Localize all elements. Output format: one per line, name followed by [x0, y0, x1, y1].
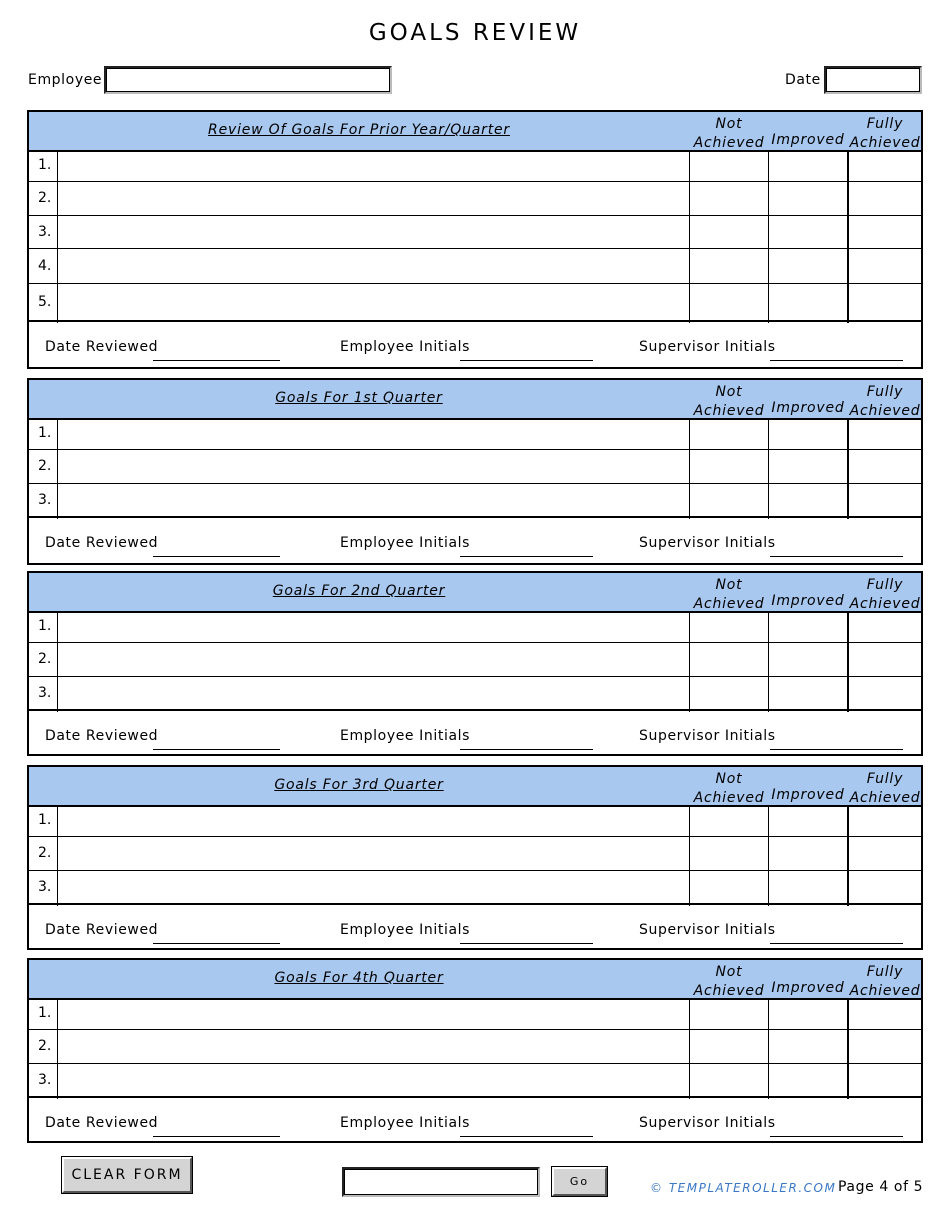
col-achieved-label: Achieved — [693, 135, 765, 151]
col-fully-achieved-label: Achieved — [849, 983, 921, 999]
improved-cell[interactable] — [768, 284, 847, 320]
fully-achieved-cell[interactable] — [847, 677, 923, 709]
goal-row — [29, 418, 921, 450]
date-label: Date — [785, 72, 821, 88]
section-title: Review Of Goals For Prior Year/Quarter — [208, 122, 510, 138]
col-fully-achieved — [847, 383, 923, 421]
column-divider — [689, 611, 690, 712]
fully-achieved-cell[interactable] — [847, 1064, 923, 1096]
goals-section — [27, 765, 923, 950]
col-fully-achieved-label: Achieved — [849, 790, 921, 806]
employee-initials-field[interactable] — [460, 556, 593, 557]
goal-text-field[interactable] — [57, 1064, 689, 1096]
column-divider — [57, 611, 58, 712]
fully-achieved-cell[interactable] — [847, 249, 923, 283]
date-reviewed-label: Date Reviewed — [45, 728, 159, 744]
not-achieved-cell[interactable] — [689, 216, 768, 248]
column-divider — [768, 418, 769, 519]
improved-cell[interactable] — [768, 450, 847, 483]
goals-section — [27, 571, 923, 756]
col-not-achieved — [689, 576, 769, 614]
goal-row — [29, 611, 921, 643]
goal-number: 3. — [38, 224, 52, 240]
goal-number: 2. — [38, 651, 52, 667]
goal-text-field[interactable] — [57, 611, 689, 642]
not-achieved-cell[interactable] — [689, 450, 768, 483]
not-achieved-cell[interactable] — [689, 611, 768, 642]
date-reviewed-field[interactable] — [153, 360, 280, 361]
employee-initials-label: Employee Initials — [340, 339, 471, 355]
section-title: Goals For 4th Quarter — [274, 970, 444, 986]
improved-cell[interactable] — [768, 484, 847, 516]
col-not-label: Not — [715, 116, 743, 132]
column-divider — [768, 150, 769, 323]
col-achieved-label: Achieved — [693, 790, 765, 806]
goal-row — [29, 643, 921, 677]
column-divider — [768, 998, 769, 1099]
employee-initials-label: Employee Initials — [340, 922, 471, 938]
col-improved: Improved — [771, 400, 845, 416]
goal-number: 1. — [38, 618, 52, 634]
column-divider — [847, 611, 849, 712]
col-achieved-label: Achieved — [693, 403, 765, 419]
goal-text-field[interactable] — [57, 216, 689, 248]
supervisor-initials-field[interactable] — [770, 556, 903, 557]
goal-text-field[interactable] — [57, 643, 689, 676]
employee-initials-field[interactable] — [460, 749, 593, 750]
goal-text-field[interactable] — [57, 450, 689, 483]
not-achieved-cell[interactable] — [689, 643, 768, 676]
column-divider — [57, 998, 58, 1099]
section-header — [29, 767, 921, 807]
supervisor-initials-field[interactable] — [770, 360, 903, 361]
employee-initials-label: Employee Initials — [340, 728, 471, 744]
not-achieved-cell[interactable] — [689, 150, 768, 181]
improved-cell[interactable] — [768, 611, 847, 642]
fully-achieved-cell[interactable] — [847, 284, 923, 320]
fully-achieved-cell[interactable] — [847, 418, 923, 449]
fully-achieved-cell[interactable] — [847, 871, 923, 903]
column-divider — [689, 805, 690, 906]
not-achieved-cell[interactable] — [689, 249, 768, 283]
fully-achieved-cell[interactable] — [847, 484, 923, 516]
date-reviewed-field[interactable] — [153, 749, 280, 750]
improved-cell[interactable] — [768, 998, 847, 1029]
col-improved: Improved — [771, 593, 845, 609]
goal-number: 2. — [38, 190, 52, 206]
col-fully-achieved — [847, 576, 923, 614]
col-fully-achieved — [847, 770, 923, 808]
employee-input[interactable] — [104, 66, 392, 94]
column-divider — [847, 418, 849, 519]
go-button[interactable]: Go — [552, 1167, 607, 1196]
section-header — [29, 573, 921, 613]
col-fully-label: Fully — [866, 384, 904, 400]
improved-cell[interactable] — [768, 643, 847, 676]
goal-text-field[interactable] — [57, 1030, 689, 1063]
fully-achieved-cell[interactable] — [847, 1030, 923, 1063]
goal-number: 1. — [38, 157, 52, 173]
employee-initials-field[interactable] — [460, 360, 593, 361]
goal-text-field[interactable] — [57, 677, 689, 709]
improved-cell[interactable] — [768, 677, 847, 709]
column-divider — [689, 418, 690, 519]
goal-number: 3. — [38, 685, 52, 701]
templateroller-credit[interactable]: © TEMPLATEROLLER.COM — [650, 1181, 837, 1195]
fully-achieved-cell[interactable] — [847, 450, 923, 483]
column-divider — [768, 805, 769, 906]
supervisor-initials-label: Supervisor Initials — [639, 339, 776, 355]
date-reviewed-label: Date Reviewed — [45, 922, 159, 938]
section-title: Goals For 2nd Quarter — [272, 583, 446, 599]
column-divider — [57, 805, 58, 906]
goal-text-field[interactable] — [57, 418, 689, 449]
col-not-label: Not — [715, 964, 743, 980]
col-not-label: Not — [715, 771, 743, 787]
improved-cell[interactable] — [768, 1064, 847, 1096]
improved-cell[interactable] — [768, 805, 847, 836]
supervisor-initials-field[interactable] — [770, 943, 903, 944]
section-header — [29, 380, 921, 420]
goal-number: 4. — [38, 258, 52, 274]
goal-row — [29, 216, 921, 249]
goal-number: 2. — [38, 1038, 52, 1054]
goal-row — [29, 150, 921, 182]
column-divider — [57, 150, 58, 323]
supervisor-initials-label: Supervisor Initials — [639, 535, 776, 551]
date-reviewed-field[interactable] — [153, 556, 280, 557]
goal-row — [29, 871, 921, 905]
goal-row — [29, 249, 921, 284]
goal-number: 1. — [38, 812, 52, 828]
page-title: GOALS REVIEW — [368, 20, 582, 46]
goal-number: 1. — [38, 1005, 52, 1021]
column-divider — [689, 998, 690, 1099]
employee-initials-field[interactable] — [460, 943, 593, 944]
col-not-label: Not — [715, 577, 743, 593]
goal-number: 3. — [38, 879, 52, 895]
col-fully-achieved-label: Achieved — [849, 596, 921, 612]
goals-section — [27, 378, 923, 565]
goal-row — [29, 837, 921, 871]
page-indicator: Page 4 of 5 — [838, 1179, 924, 1195]
goal-text-field[interactable] — [57, 837, 689, 870]
date-reviewed-label: Date Reviewed — [45, 339, 159, 355]
page-number-input[interactable] — [342, 1167, 540, 1197]
goal-text-field[interactable] — [57, 998, 689, 1029]
clear-form-button[interactable]: CLEAR FORM — [62, 1157, 192, 1193]
fully-achieved-cell[interactable] — [847, 998, 923, 1029]
not-achieved-cell[interactable] — [689, 284, 768, 320]
col-fully-label: Fully — [866, 964, 904, 980]
col-fully-achieved — [847, 963, 923, 1001]
date-reviewed-field[interactable] — [153, 1136, 280, 1137]
employee-initials-label: Employee Initials — [340, 535, 471, 551]
goal-text-field[interactable] — [57, 805, 689, 836]
goal-number: 2. — [38, 845, 52, 861]
supervisor-initials-field[interactable] — [770, 1136, 903, 1137]
fully-achieved-cell[interactable] — [847, 643, 923, 676]
column-divider — [847, 805, 849, 906]
col-fully-label: Fully — [866, 577, 904, 593]
date-input[interactable] — [824, 66, 922, 94]
section-header — [29, 112, 921, 152]
col-fully-achieved — [847, 115, 923, 153]
not-achieved-cell[interactable] — [689, 484, 768, 516]
col-not-achieved — [689, 115, 769, 153]
date-reviewed-label: Date Reviewed — [45, 1115, 159, 1131]
col-improved: Improved — [771, 132, 845, 148]
goal-row — [29, 1064, 921, 1098]
goal-text-field[interactable] — [57, 150, 689, 181]
supervisor-initials-label: Supervisor Initials — [639, 922, 776, 938]
employee-label: Employee — [28, 72, 103, 88]
section-title: Goals For 3rd Quarter — [274, 777, 444, 793]
not-achieved-cell[interactable] — [689, 1030, 768, 1063]
supervisor-initials-field[interactable] — [770, 749, 903, 750]
fully-achieved-cell[interactable] — [847, 837, 923, 870]
col-not-achieved — [689, 963, 769, 1001]
col-fully-label: Fully — [866, 771, 904, 787]
not-achieved-cell[interactable] — [689, 837, 768, 870]
column-divider — [847, 998, 849, 1099]
fully-achieved-cell[interactable] — [847, 182, 923, 215]
fully-achieved-cell[interactable] — [847, 611, 923, 642]
fully-achieved-cell[interactable] — [847, 216, 923, 248]
goal-number: 3. — [38, 492, 52, 508]
date-reviewed-label: Date Reviewed — [45, 535, 159, 551]
improved-cell[interactable] — [768, 837, 847, 870]
goal-text-field[interactable] — [57, 249, 689, 283]
goal-row — [29, 484, 921, 518]
col-not-achieved — [689, 770, 769, 808]
goals-section — [27, 958, 923, 1143]
employee-initials-label: Employee Initials — [340, 1115, 471, 1131]
goal-text-field[interactable] — [57, 871, 689, 903]
fully-achieved-cell[interactable] — [847, 150, 923, 181]
goals-section — [27, 110, 923, 369]
goal-number: 2. — [38, 458, 52, 474]
not-achieved-cell[interactable] — [689, 677, 768, 709]
fully-achieved-cell[interactable] — [847, 805, 923, 836]
not-achieved-cell[interactable] — [689, 418, 768, 449]
goal-number: 3. — [38, 1072, 52, 1088]
improved-cell[interactable] — [768, 150, 847, 181]
employee-initials-field[interactable] — [460, 1136, 593, 1137]
section-header — [29, 960, 921, 1000]
improved-cell[interactable] — [768, 182, 847, 215]
goal-text-field[interactable] — [57, 182, 689, 215]
col-fully-achieved-label: Achieved — [849, 135, 921, 151]
section-title: Goals For 1st Quarter — [275, 390, 443, 406]
not-achieved-cell[interactable] — [689, 871, 768, 903]
improved-cell[interactable] — [768, 871, 847, 903]
supervisor-initials-label: Supervisor Initials — [639, 1115, 776, 1131]
goal-row — [29, 677, 921, 711]
goal-number: 1. — [38, 425, 52, 441]
goal-row — [29, 1030, 921, 1064]
col-achieved-label: Achieved — [693, 596, 765, 612]
col-fully-label: Fully — [866, 116, 904, 132]
column-divider — [689, 150, 690, 323]
improved-cell[interactable] — [768, 418, 847, 449]
not-achieved-cell[interactable] — [689, 1064, 768, 1096]
goal-row — [29, 182, 921, 216]
goal-text-field[interactable] — [57, 484, 689, 516]
improved-cell[interactable] — [768, 216, 847, 248]
goal-row — [29, 998, 921, 1030]
column-divider — [768, 611, 769, 712]
goal-text-field[interactable] — [57, 284, 689, 320]
not-achieved-cell[interactable] — [689, 805, 768, 836]
goal-row — [29, 284, 921, 322]
column-divider — [847, 150, 849, 323]
col-fully-achieved-label: Achieved — [849, 403, 921, 419]
column-divider — [57, 418, 58, 519]
col-not-achieved — [689, 383, 769, 421]
not-achieved-cell[interactable] — [689, 182, 768, 215]
col-improved: Improved — [771, 787, 845, 803]
goal-row — [29, 450, 921, 484]
not-achieved-cell[interactable] — [689, 998, 768, 1029]
goal-row — [29, 805, 921, 837]
col-achieved-label: Achieved — [693, 983, 765, 999]
supervisor-initials-label: Supervisor Initials — [639, 728, 776, 744]
improved-cell[interactable] — [768, 249, 847, 283]
improved-cell[interactable] — [768, 1030, 847, 1063]
col-improved: Improved — [771, 980, 845, 996]
goal-number: 5. — [38, 294, 52, 310]
date-reviewed-field[interactable] — [153, 943, 280, 944]
col-not-label: Not — [715, 384, 743, 400]
